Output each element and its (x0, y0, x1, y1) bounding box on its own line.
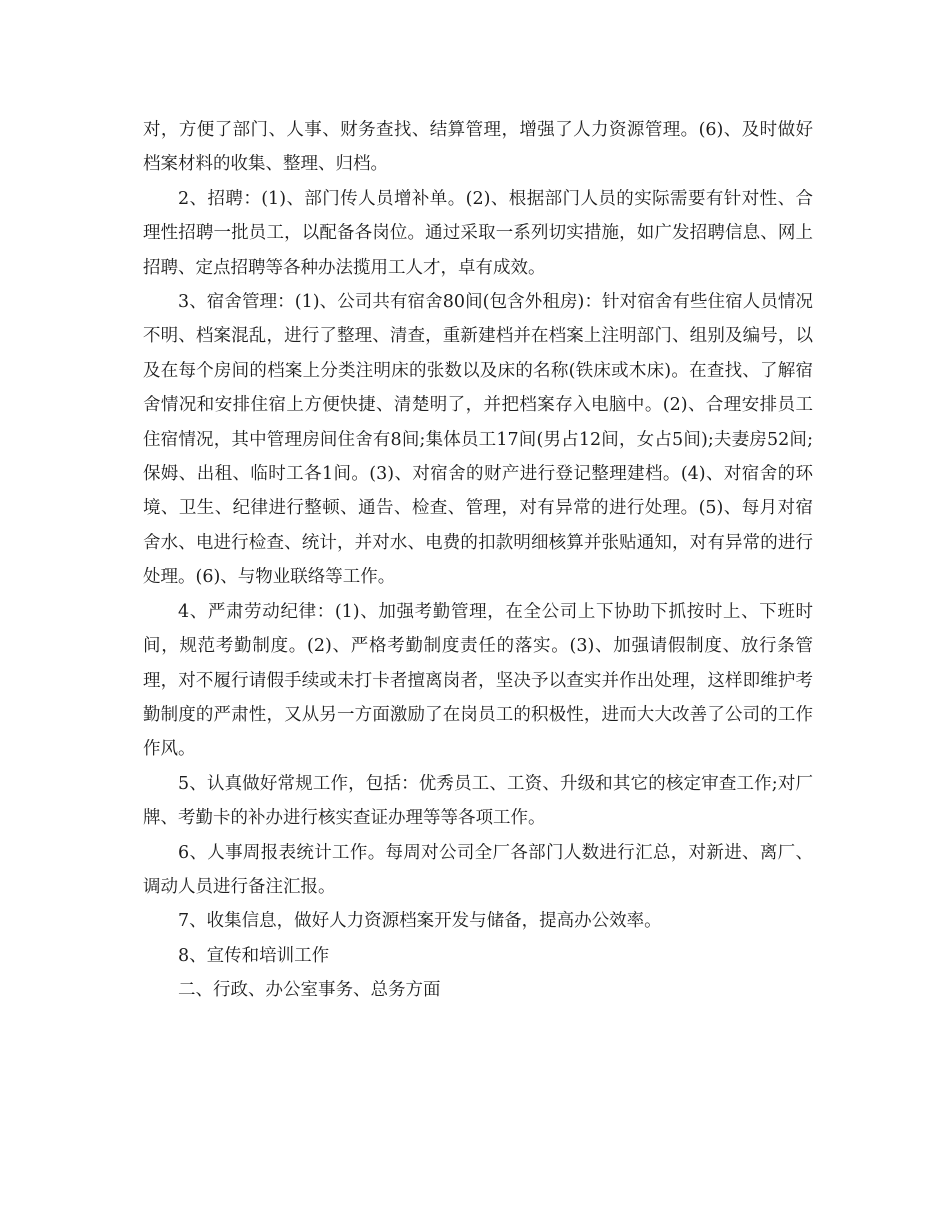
document-body (143, 113, 813, 1008)
paragraph-routine-work: 5、认真做好常规工作，包括：优秀员工、工资、升级和其它的核定审查工作;对厂牌、考勤卡的补办进行核实查证办理等等各项工作。 (143, 773, 813, 829)
paragraph-publicity-training: 8、宣传和培训工作 (178, 945, 330, 966)
paragraph-recruitment: 2、招聘：(1)、部门传人员增补单。(2)、根据部门人员的实际需要有针对性、合理性招聘一批员工，以配备各岗位。通过采取一系列切实措施，如广发招聘信息、网上招聘、定点招聘等各种办法揽用工人才，卓有成效。 (143, 188, 813, 278)
section-heading-administration: 二、行政、办公室事务、总务方面 (178, 980, 441, 1001)
paragraph-weekly-report: 6、人事周报表统计工作。每周对公司全厂各部门人数进行汇总，对新进、离厂、调动人员进行备注汇报。 (143, 842, 813, 897)
paragraph-information-collection: 7、收集信息，做好人力资源档案开发与储备，提高办公效率。 (178, 911, 662, 932)
paragraph-dormitory-management: 3、宿舍管理：(1)、公司共有宿舍80间(包含外租房)：针对宿舍有些住宿人员情况不明、档案混乱，进行了整理、清查，重新建档并在档案上注明部门、组别及编号，以及在每个房间的档案上分类注明床的张数以及床的名称(铁床或木床)。在查找、了解宿舍情况和安排住宿上方便快捷、清楚明了，并把档案存入电脑中。(2)、合理安排员工住宿情况，其中管理房间住舍有8间;集体员工17间(男占12间，女占5间);夫妻房52间;保姆、出租、临时工各1间。(3)、对宿舍的财产进行登记整理建档。(4)、对宿舍的环境、卫生、纪律进行整顿、通告、检查、管理，对有异常的进行处理。(5)、每月对宿舍水、电进行检查、统计，并对水、电费的扣款明细核算并张贴通知，对有异常的进行处理。(6)、与物业联络等工作。 (143, 292, 813, 588)
paragraph-archive-continuation: 对，方便了部门、人事、财务查找、结算管理，增强了人力资源管理。(6)、及时做好档案材料的收集、整理、归档。 (143, 120, 813, 175)
paragraph-labor-discipline: 4、严肃劳动纪律：(1)、加强考勤管理，在全公司上下协助下抓按时上、下班时间，规范考勤制度。(2)、严格考勤制度责任的落实。(3)、加强请假制度、放行条管理，对不履行请假手续或未打卡者擅离岗者，坚决予以查实并作出处理，这样即维护考勤制度的严肃性，又从另一方面激励了在岗员工的积极性，进而大大改善了公司的工作作风。 (143, 601, 813, 760)
